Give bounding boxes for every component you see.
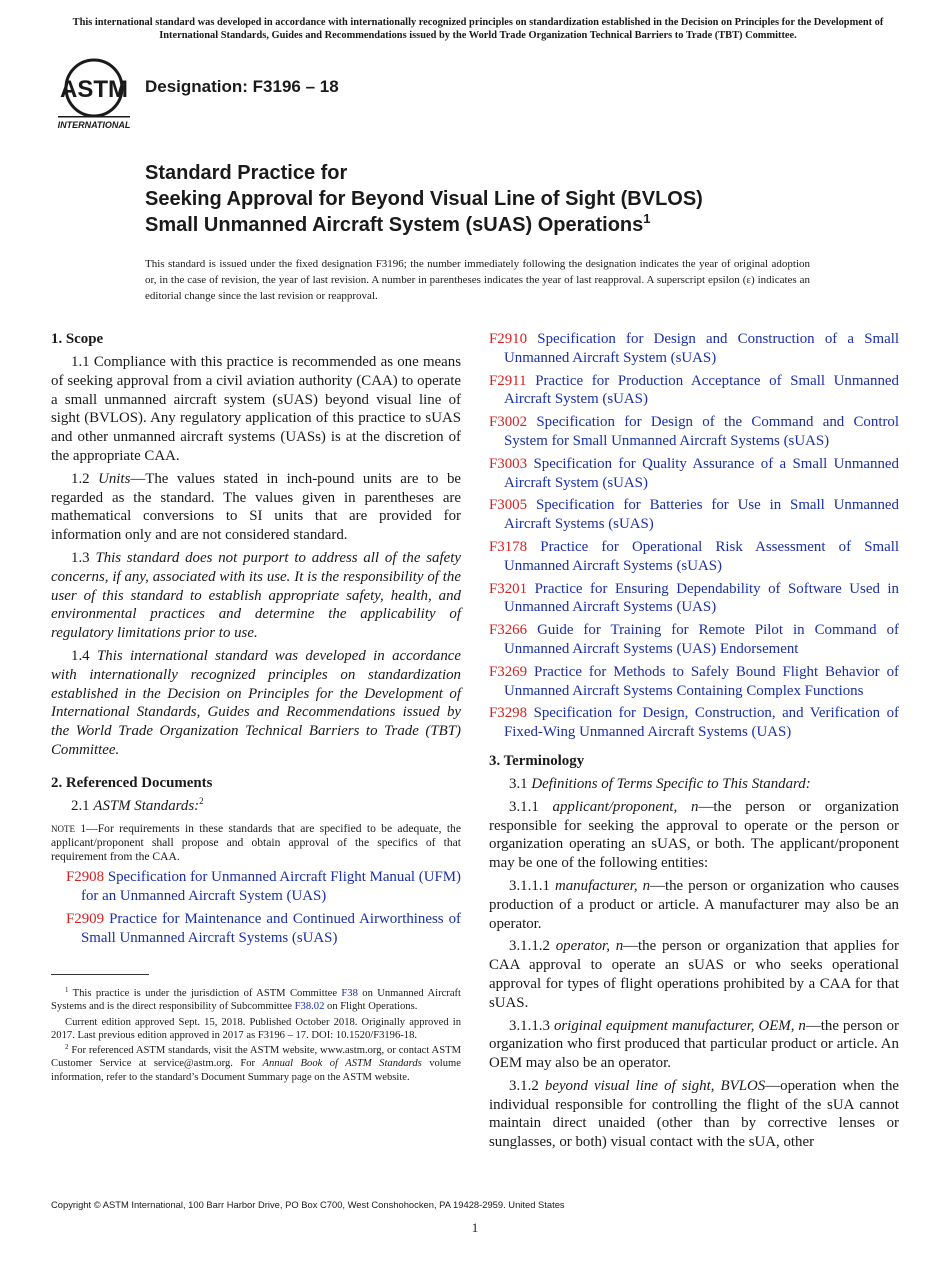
footnote-1: $^1$ This practice is under the jurisdiction of ASTM Committee F38 on Unmanned Aircraft Systems and is the direct responsibility of Subcommittee F38.02 on Flight Operations. [51,986,462,1013]
para-3-1: 3.1 Definitions of Terms Specific to This Standard: [509,775,811,792]
reference-item[interactable]: F3002 Specification for Design of the Command and Control System for Small Unmanned Aircraft Systems (sUAS) [489,414,899,449]
title-line-3: Small Unmanned Aircraft System (sUAS) Operations$^1$ [145,211,651,236]
left-column [51,330,461,951]
para-1-3: 1.3 This standard does not purport to address all of the safety concerns, if any, associated with its use. It is the responsibility of the user of this standard to establish appropriate safety, health, and environmental practices and determine the applicability of regulatory limitations prior to use. [51,549,461,642]
para-1-4: 1.4 This international standard was developed in accordance with internationally recognized principles on standardization established in the Decision on Principles for the Development of International Standards, Guides and Recommendations issued by the World Trade Organization Technical Barriers to Trade (TBT) Committee. [51,647,462,758]
footnote-2: $^2$ For referenced ASTM standards, visit the ASTM website, www.astm.org, or contact ASTM Customer Service at service@astm.org. For Annual Book of ASTM Standards volume information, refer to the standard’s Document Summary page on the ASTM website. [51,1043,461,1083]
copyright: Copyright © ASTM International, 100 Barr Harbor Drive, PO Box C700, West Conshohocken, PA 19428-2959. United States [51,1199,565,1210]
reference-item[interactable]: F3005 Specification for Batteries for Use in Small Unmanned Aircraft Systems (sUAS) [489,497,899,533]
title-line-2: Seeking Approval for Beyond Visual Line of Sight (BVLOS) [145,188,703,210]
title-footnote-mark: 1 [643,211,651,226]
reference-item[interactable]: F2909 Practice for Maintenance and Continued Airworthiness of Small Unmanned Aircraft Systems (sUAS) [66,910,461,946]
top-notice: This international standard was developed in accordance with internationally recognized principles on standardization established in the Decision on Principles for the Development of International Standards, Guides and Recommendations issued by the World Trade Organization Technical Barriers to Trade (TBT) Committee. [72,17,884,41]
right-reference-list [489,330,899,742]
para-3-1-2: 3.1.2 beyond visual line of sight, BVLOS—operation when the individual responsible for controlling the flight of the sUA cannot maintain direct unaided (other than by corrective lenses or sunglasses, or both) visual contact with the sUA, other [489,1077,900,1151]
astm-logo [53,56,135,132]
referenced-documents-heading: 2. Referenced Documents [51,774,213,791]
edition-note: Current edition approved Sept. 15, 2018. Published October 2018. Originally approved in 2017. Last previous edition approved in 2017 as F3196 – 17. DOI: 10.1520/F3196-18. [51,1016,461,1041]
reference-item[interactable]: F3269 Practice for Methods to Safely Bound Flight Behavior of Unmanned Aircraft Systems Containing Complex Functions [489,663,899,699]
para-2-1: 2.1 ASTM Standards:$^2$ [71,795,204,814]
scope-heading: 1. Scope [51,331,104,347]
reference-item[interactable]: F3266 Guide for Training for Remote Pilot in Command of Unmanned Aircraft Systems (UAS) Endorsement [489,622,899,657]
designation: Designation: F3196 – 18 [145,77,339,96]
reference-item[interactable]: F3003 Specification for Quality Assurance of a Small Unmanned Aircraft System (sUAS) [489,455,899,491]
footnotes [51,987,461,1086]
link-f38[interactable]: F38 [341,988,358,999]
para-3-1-1-1: 3.1.1.1 manufacturer, n—the person or organization who causes production of a product or article. A manufacturer may also be an operator. [489,877,900,932]
terminology-heading: 3. Terminology [489,752,585,769]
reference-item[interactable]: F3201 Practice for Ensuring Dependability of Software Used in Unmanned Aircraft Systems (UAS) [489,580,899,616]
para-3-1-1-3: 3.1.1.3 original equipment manufacturer, OEM, n—the person or organization who first produced that particular product or article. An OEM may also be an operator. [489,1017,899,1072]
left-reference-list [51,868,461,947]
logo-mark: ASTM [60,76,128,103]
reference-item[interactable]: F3178 Practice for Operational Risk Assessment of Small Unmanned Aircraft Systems (sUAS) [489,538,899,574]
note-1: NOTE 1—For requirements in these standards that are specified to be adequate, the applicant/proponent shall propose and obtain approval of the specifics of that requirement from the CAA. [51,821,461,863]
para-1-2: 1.2 Units—The values stated in inch-pound units are to be regarded as the standard. The values given in parentheses are mathematical conversions to SI units that are provided for information only and are not considered standard. [51,470,461,544]
para-3-1-1-2: 3.1.1.2 operator, n—the person or organization that applies for CAA approval to operate an sUAS or who seeks operational approval for types of flight operations prohibited by a CAA for that sUAS. [489,938,900,1011]
astm-logo-icon [53,56,135,132]
standard-title [145,160,905,238]
title-line-1: Standard Practice for [145,162,348,184]
reference-item[interactable]: F2910 Specification for Design and Construction of a Small Unmanned Aircraft System (sUAS) [489,331,899,366]
link-f38-02[interactable]: F38.02 [294,1001,325,1013]
para-1-1: 1.1 Compliance with this practice is recommended as one means of seeking approval from a civil aviation authority (CAA) to operate a small unmanned aircraft system (sUAS) beyond visual line of sight (BVLOS). Any regulatory application of this practice to sUAS and other unmanned aircraft systems (UASs) is at the discretion of the appropriate CAA. [51,354,461,464]
reference-item[interactable]: F2911 Practice for Production Acceptance of Small Unmanned Aircraft System (sUAS) [489,372,899,408]
logo-text: INTERNATIONAL [57,120,131,130]
reference-item[interactable]: F3298 Specification for Design, Construction, and Verification of Fixed-Wing Unmanned Aircraft Systems (UAS) [489,705,899,741]
right-column [489,330,899,1156]
footnote-divider [51,974,149,975]
page-number: 1 [471,1220,479,1235]
reference-item[interactable]: F2908 Specification for Unmanned Aircraft Flight Manual (UFM) for an Unmanned Aircraft System (UAS) [66,869,461,904]
issued-note: This standard is issued under the fixed designation F3196; the number immediately following the designation indicates the year of original adoption or, in the case of revision, the year of last revision. A number in parentheses indicates the year of last reapproval. A superscript epsilon (ε) indicates an editorial change since the last revision or reapproval. [145,258,810,302]
para-3-1-1: 3.1.1 applicant/proponent, n—the person or organization responsible for seeking the approval to operate or the person or organization operating an sUAS, or both. The applicant/proponent may be one of the following entities: [489,798,899,872]
